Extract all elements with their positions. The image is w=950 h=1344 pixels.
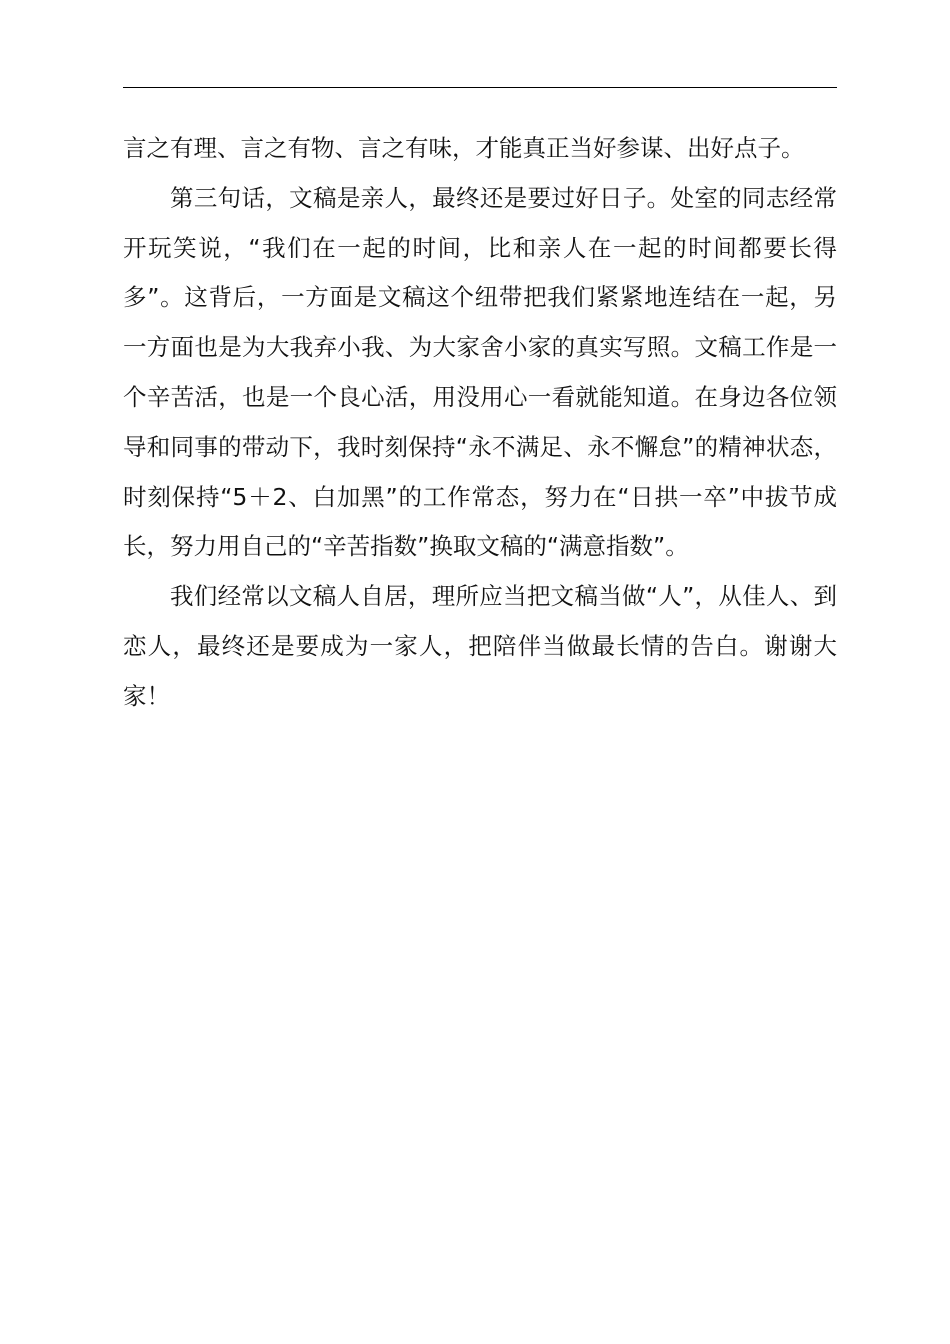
- document-body: [123, 124, 837, 722]
- paragraph-closing: 我们经常以文稿人自居，理所应当把文稿当做“人”，从佳人、到恋人，最终还是要成为一家人，把陪伴当做最长情的告白。谢谢大家！: [123, 582, 837, 710]
- paragraph-continued: 言之有理、言之有物、言之有味，才能真正当好参谋、出好点子。: [123, 134, 805, 162]
- paragraph-third-point: 第三句话，文稿是亲人，最终还是要过好日子。处室的同志经常开玩笑说，“我们在一起的时间，比和亲人在一起的时间都要长得多”。这背后，一方面是文稿这个纽带把我们紧紧地连结在一起，另一方面也是为大我弃小我、为大家舍小家的真实写照。文稿工作是一个辛苦活，也是一个良心活，用没用心一看就能知道。在身边各位领导和同事的带动下，我时刻保持“永不满足、永不懈怠”的精神状态，时刻保持“5＋2、白加黑”的工作常态，努力在“日拱一卒”中拔节成长，努力用自己的“辛苦指数”换取文稿的“满意指数”。: [123, 183, 837, 561]
- header-rule: [123, 87, 837, 88]
